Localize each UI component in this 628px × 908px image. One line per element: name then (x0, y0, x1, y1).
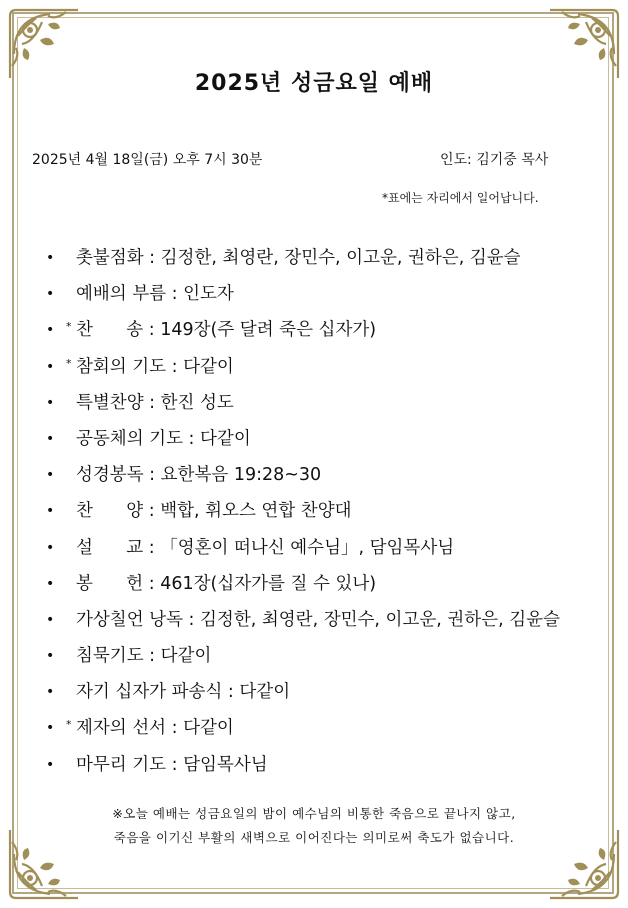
bullet-icon: • (46, 467, 55, 484)
bullet-icon: • (46, 756, 55, 773)
program-item (40, 353, 610, 389)
program-item (40, 244, 610, 280)
bullet-icon: • (46, 575, 55, 592)
bullet-icon: • (46, 358, 55, 375)
program-item (40, 570, 610, 606)
program-item (40, 642, 610, 678)
footer-note (0, 802, 628, 850)
program-item (40, 751, 610, 787)
program-item-text: 자기 십자가 파송식 : 다같이 (76, 682, 291, 703)
program-item (40, 497, 610, 533)
standing-star-icon: * (66, 718, 72, 732)
program-item (40, 606, 610, 642)
bullet-icon: • (46, 503, 55, 520)
program-item-text: 침묵기도 : 다같이 (76, 646, 212, 667)
footer-note-line: ※오늘 예배는 성금요일의 밤이 예수님의 비통한 죽음으로 끝나지 않고, (112, 806, 516, 821)
service-date: 2025년 4월 18일(금) 오후 7시 30분 (32, 152, 263, 168)
standing-star-icon: * (66, 320, 72, 334)
service-leader: 인도: 김기중 목사 (440, 152, 549, 168)
program-item-text: 촛불점화 : 김정한, 최영란, 장민수, 이고운, 권하은, 김윤슬 (76, 248, 521, 268)
program-item-text: 찬 송 : 149장(주 달려 죽은 십자가) (76, 320, 377, 341)
program-item (40, 461, 610, 497)
bullet-icon: • (46, 720, 55, 737)
program-item-text: 특별찬양 : 한진 성도 (76, 392, 234, 413)
program-item-text: 마무리 기도 : 담임목사님 (76, 754, 268, 775)
program-item (40, 678, 610, 714)
standing-star-icon: * (66, 356, 72, 370)
program-item (40, 534, 610, 570)
program-item (40, 425, 610, 461)
bullet-icon: • (46, 539, 55, 556)
order-of-service-list (40, 244, 610, 787)
bullet-icon: • (46, 611, 55, 628)
bullet-icon: • (46, 430, 55, 447)
bullet-icon: • (46, 250, 55, 266)
program-item (40, 389, 610, 425)
program-item-text: 참회의 기도 : 다같이 (76, 356, 234, 377)
bullet-icon: • (46, 648, 55, 665)
program-item (40, 714, 610, 750)
bullet-icon: • (46, 286, 55, 303)
footer-note-line: 죽음을 이기신 부활의 새벽으로 이어진다는 의미로써 축도가 없습니다. (113, 830, 515, 845)
bullet-icon: • (46, 684, 55, 701)
program-item-text: 예배의 부름 : 인도자 (76, 284, 234, 305)
program-item-text: 공동체의 기도 : 다같이 (76, 428, 251, 449)
standing-note: *표에는 자리에서 일어납니다. (382, 191, 539, 205)
bullet-icon: • (46, 322, 55, 339)
program-item-text: 성경봉독 : 요한복음 19:28~30 (76, 465, 322, 486)
program-item-text: 찬 양 : 백합, 휘오스 연합 찬양대 (76, 501, 352, 522)
program-item-text: 설 교 : 「영혼이 떠나신 예수님」, 담임목사님 (76, 537, 455, 558)
program-item-text: 제자의 선서 : 다같이 (76, 718, 234, 739)
bullet-icon: • (46, 394, 55, 411)
program-item-text: 봉 헌 : 461장(십자가를 질 수 있나) (76, 573, 377, 594)
program-item-text: 가상칠언 낭독 : 김정한, 최영란, 장민수, 이고운, 권하은, 김윤슬 (76, 609, 560, 630)
program-item (40, 316, 610, 352)
program-item (40, 280, 610, 316)
page-title: 2025년 성금요일 예배 (194, 71, 434, 96)
